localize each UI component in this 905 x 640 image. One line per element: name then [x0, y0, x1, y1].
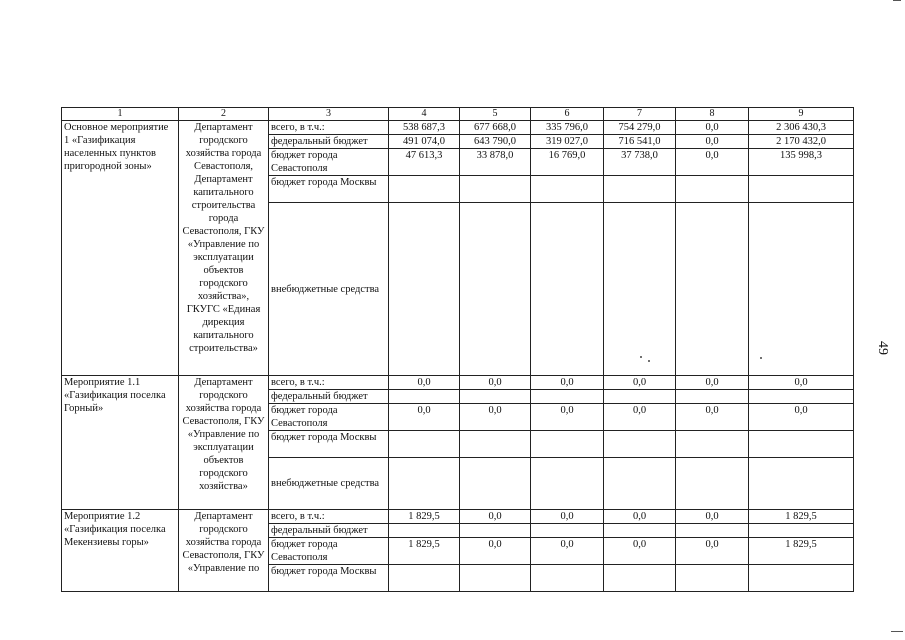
value-cell: 643 790,0 [460, 135, 531, 149]
empty-cell [604, 458, 676, 510]
value-cell: 1 829,5 [389, 538, 460, 565]
empty-cell [531, 524, 604, 538]
value-cell: 2 306 430,3 [749, 121, 854, 135]
value-cell: 319 027,0 [531, 135, 604, 149]
empty-cell [676, 431, 749, 458]
funding-source: всего, в т.ч.: [269, 376, 389, 390]
value-cell: 0,0 [460, 510, 531, 524]
empty-cell [676, 524, 749, 538]
executor-name: Департамент городского хозяйства города Севастополя, Департамент капитального строительства города Севастополя, ГКУ «Управление по эксплуатации объектов городского хозяйства», ГКУГС «Единая дирекция капитального строительства» [179, 121, 269, 376]
funding-source: всего, в т.ч.: [269, 121, 389, 135]
value-cell: 0,0 [676, 121, 749, 135]
empty-cell [531, 203, 604, 376]
empty-cell [531, 431, 604, 458]
value-cell: 0,0 [531, 510, 604, 524]
event-name: Мероприятие 1.2 «Газификация поселка Мекензиевы горы» [62, 510, 179, 592]
empty-cell [531, 458, 604, 510]
empty-cell [460, 390, 531, 404]
value-cell: 716 541,0 [604, 135, 676, 149]
empty-cell [749, 431, 854, 458]
empty-cell [676, 565, 749, 592]
empty-cell [460, 176, 531, 203]
empty-cell [604, 565, 676, 592]
funding-source: федеральный бюджет [269, 390, 389, 404]
value-cell: 677 668,0 [460, 121, 531, 135]
column-header: 2 [179, 108, 269, 121]
column-header: 6 [531, 108, 604, 121]
funding-source: бюджет города Москвы [269, 431, 389, 458]
event-name: Мероприятие 1.1 «Газификация поселка Горный» [62, 376, 179, 510]
empty-cell [389, 458, 460, 510]
empty-cell [460, 203, 531, 376]
empty-cell [531, 390, 604, 404]
value-cell: 0,0 [460, 404, 531, 431]
value-cell: 1 829,5 [389, 510, 460, 524]
empty-cell [676, 390, 749, 404]
value-cell: 754 279,0 [604, 121, 676, 135]
value-cell: 33 878,0 [460, 149, 531, 176]
value-cell: 0,0 [604, 376, 676, 390]
empty-cell [460, 524, 531, 538]
scan-speck [640, 356, 642, 358]
column-header: 9 [749, 108, 854, 121]
empty-cell [604, 176, 676, 203]
empty-cell [749, 458, 854, 510]
value-cell: 37 738,0 [604, 149, 676, 176]
value-cell: 0,0 [604, 510, 676, 524]
value-cell: 0,0 [604, 538, 676, 565]
executor-name: Департамент городского хозяйства города Севастополя, ГКУ «Управление по [179, 510, 269, 592]
table-row [62, 510, 854, 524]
empty-cell [389, 565, 460, 592]
value-cell: 0,0 [460, 538, 531, 565]
value-cell: 1 829,5 [749, 538, 854, 565]
value-cell: 0,0 [676, 135, 749, 149]
value-cell: 0,0 [676, 404, 749, 431]
value-cell: 0,0 [676, 538, 749, 565]
empty-cell [460, 458, 531, 510]
empty-cell [604, 390, 676, 404]
value-cell: 0,0 [604, 404, 676, 431]
empty-cell [604, 524, 676, 538]
column-header: 4 [389, 108, 460, 121]
empty-cell [531, 565, 604, 592]
empty-cell [389, 431, 460, 458]
column-header: 8 [676, 108, 749, 121]
column-header: 3 [269, 108, 389, 121]
value-cell: 0,0 [531, 404, 604, 431]
empty-cell [749, 176, 854, 203]
value-cell: 491 074,0 [389, 135, 460, 149]
column-header: 5 [460, 108, 531, 121]
funding-source: бюджет города Севастополя [269, 404, 389, 431]
budget-table [61, 107, 854, 592]
event-name: Основное мероприятие 1 «Газификация населенных пунктов пригородной зоны» [62, 121, 179, 376]
empty-cell [676, 176, 749, 203]
value-cell: 0,0 [460, 376, 531, 390]
value-cell: 0,0 [676, 510, 749, 524]
table-header-row [62, 108, 854, 121]
empty-cell [749, 390, 854, 404]
value-cell: 0,0 [749, 404, 854, 431]
empty-cell [749, 524, 854, 538]
value-cell: 0,0 [531, 376, 604, 390]
funding-source: бюджет города Москвы [269, 176, 389, 203]
empty-cell [676, 458, 749, 510]
empty-cell [389, 390, 460, 404]
value-cell: 2 170 432,0 [749, 135, 854, 149]
funding-source: федеральный бюджет [269, 524, 389, 538]
empty-cell [460, 431, 531, 458]
value-cell: 0,0 [531, 538, 604, 565]
column-header: 1 [62, 108, 179, 121]
column-header: 7 [604, 108, 676, 121]
empty-cell [604, 431, 676, 458]
executor-name: Департамент городского хозяйства города Севастополя, ГКУ «Управление по эксплуатации объектов городского хозяйства» [179, 376, 269, 510]
scan-speck [648, 360, 650, 362]
value-cell: 135 998,3 [749, 149, 854, 176]
funding-source: бюджет города Севастополя [269, 149, 389, 176]
table-row [62, 376, 854, 390]
funding-source: внебюджетные средства [269, 203, 389, 376]
value-cell: 16 769,0 [531, 149, 604, 176]
value-cell: 0,0 [676, 376, 749, 390]
funding-source: федеральный бюджет [269, 135, 389, 149]
value-cell: 1 829,5 [749, 510, 854, 524]
empty-cell [749, 565, 854, 592]
empty-cell [460, 565, 531, 592]
funding-source: всего, в т.ч.: [269, 510, 389, 524]
page-edge-mark [891, 631, 903, 632]
funding-source: внебюджетные средства [269, 458, 389, 510]
value-cell: 0,0 [749, 376, 854, 390]
value-cell: 47 613,3 [389, 149, 460, 176]
empty-cell [749, 203, 854, 376]
value-cell: 0,0 [389, 376, 460, 390]
funding-source: бюджет города Москвы [269, 565, 389, 592]
empty-cell [389, 176, 460, 203]
empty-cell [389, 524, 460, 538]
value-cell: 335 796,0 [531, 121, 604, 135]
page-edge-mark [893, 0, 901, 1]
empty-cell [676, 203, 749, 376]
value-cell: 538 687,3 [389, 121, 460, 135]
empty-cell [604, 203, 676, 376]
scan-speck [760, 357, 762, 359]
value-cell: 0,0 [389, 404, 460, 431]
page-number: 49 [875, 341, 890, 355]
table-row [62, 121, 854, 135]
empty-cell [531, 176, 604, 203]
empty-cell [389, 203, 460, 376]
value-cell: 0,0 [676, 149, 749, 176]
funding-source: бюджет города Севастополя [269, 538, 389, 565]
